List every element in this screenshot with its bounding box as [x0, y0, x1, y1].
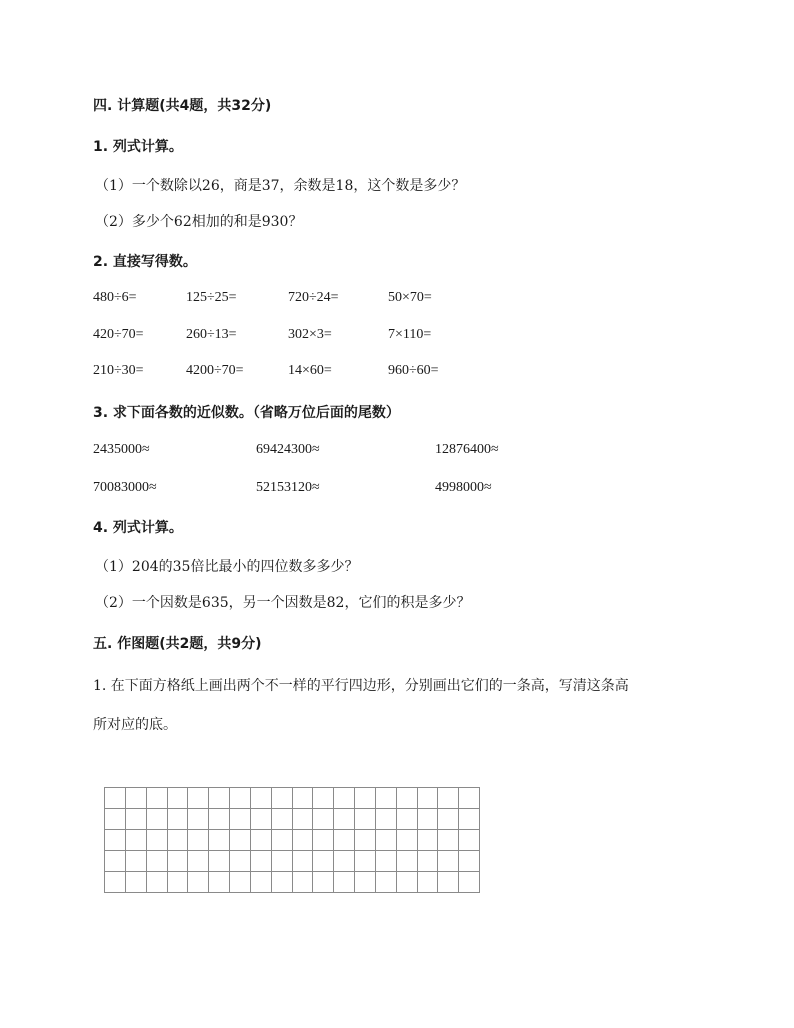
- grid-cell: [105, 872, 126, 893]
- grid-cell: [418, 830, 439, 851]
- grid-cell: [334, 830, 355, 851]
- q1-item-2: （2）多少个62相加的和是930？: [95, 214, 303, 230]
- grid-cell: [168, 788, 189, 809]
- grid-cell: [397, 872, 418, 893]
- grid-cell: [313, 788, 334, 809]
- grid-cell: [438, 830, 459, 851]
- grid-cell: [397, 851, 418, 872]
- grid-cell: [438, 788, 459, 809]
- grid-cell: [376, 872, 397, 893]
- grid-cell: [293, 809, 314, 830]
- grid-cell: [293, 872, 314, 893]
- approx-r1-c3: 12876400≈: [435, 442, 499, 457]
- calc-r1-c4: 50×70=: [388, 290, 432, 305]
- grid-cell: [209, 830, 230, 851]
- grid-cell: [272, 872, 293, 893]
- grid-paper: [104, 787, 480, 893]
- grid-cell: [376, 809, 397, 830]
- grid-cell: [230, 788, 251, 809]
- grid-cell: [459, 872, 480, 893]
- section-5-title: 五. 作图题(共2题，共9分): [93, 636, 262, 652]
- grid-cell: [293, 851, 314, 872]
- grid-cell: [313, 851, 334, 872]
- grid-cell: [438, 872, 459, 893]
- grid-cell: [147, 809, 168, 830]
- grid-cell: [313, 830, 334, 851]
- grid-cell: [355, 809, 376, 830]
- grid-cell: [168, 872, 189, 893]
- approx-r1-c2: 69424300≈: [256, 442, 320, 457]
- grid-cell: [334, 872, 355, 893]
- grid-cell: [188, 809, 209, 830]
- q2-title: 2. 直接写得数。: [93, 254, 197, 270]
- grid-cell: [230, 872, 251, 893]
- grid-cell: [334, 851, 355, 872]
- calc-r3-c4: 960÷60=: [388, 363, 439, 378]
- grid-cell: [418, 851, 439, 872]
- grid-cell: [147, 788, 168, 809]
- grid-cell: [147, 872, 168, 893]
- grid-cell: [438, 851, 459, 872]
- grid-cell: [105, 788, 126, 809]
- grid-cell: [397, 788, 418, 809]
- grid-cell: [126, 872, 147, 893]
- grid-cell: [147, 851, 168, 872]
- grid-cell: [251, 872, 272, 893]
- grid-cell: [355, 788, 376, 809]
- drawing-q1-line2: 所对应的底。: [93, 717, 177, 733]
- grid-cell: [168, 809, 189, 830]
- grid-cell: [126, 809, 147, 830]
- approx-r2-c1: 70083000≈: [93, 480, 157, 495]
- calc-r3-c1: 210÷30=: [93, 363, 144, 378]
- grid-cell: [376, 851, 397, 872]
- grid-cell: [334, 809, 355, 830]
- calc-r2-c1: 420÷70=: [93, 327, 144, 342]
- grid-cell: [251, 830, 272, 851]
- grid-cell: [418, 788, 439, 809]
- grid-cell: [188, 851, 209, 872]
- section-4-title: 四. 计算题(共4题，共32分): [93, 98, 272, 114]
- grid-cell: [459, 830, 480, 851]
- grid-cell: [272, 851, 293, 872]
- grid-cell: [418, 809, 439, 830]
- grid-cell: [126, 830, 147, 851]
- grid-cell: [105, 851, 126, 872]
- grid-cell: [168, 851, 189, 872]
- grid-cell: [209, 851, 230, 872]
- grid-cell: [209, 872, 230, 893]
- grid-cell: [293, 788, 314, 809]
- grid-cell: [355, 830, 376, 851]
- grid-cell: [209, 788, 230, 809]
- grid-cell: [272, 809, 293, 830]
- grid-cell: [230, 851, 251, 872]
- grid-cell: [293, 830, 314, 851]
- grid-cell: [147, 830, 168, 851]
- grid-cell: [188, 830, 209, 851]
- calc-r2-c3: 302×3=: [288, 327, 332, 342]
- drawing-q1-line1: 1. 在下面方格纸上画出两个不一样的平行四边形，分别画出它们的一条高，写清这条高: [93, 678, 629, 694]
- grid-cell: [459, 851, 480, 872]
- grid-cell: [313, 809, 334, 830]
- grid-cell: [418, 872, 439, 893]
- calc-r2-c2: 260÷13=: [186, 327, 237, 342]
- grid-cell: [438, 809, 459, 830]
- calc-r1-c3: 720÷24=: [288, 290, 339, 305]
- grid-cell: [397, 809, 418, 830]
- grid-cell: [355, 872, 376, 893]
- grid-cell: [355, 851, 376, 872]
- q1-title: 1. 列式计算。: [93, 139, 183, 155]
- grid-cell: [459, 809, 480, 830]
- grid-cell: [313, 872, 334, 893]
- grid-cell: [105, 809, 126, 830]
- q4-item-1: （1）204的35倍比最小的四位数多多少？: [95, 559, 359, 575]
- grid-cell: [272, 830, 293, 851]
- grid-cell: [397, 830, 418, 851]
- approx-r2-c3: 4998000≈: [435, 480, 492, 495]
- grid-cell: [126, 788, 147, 809]
- approx-r2-c2: 52153120≈: [256, 480, 320, 495]
- q4-item-2: （2）一个因数是635，另一个因数是82，它们的积是多少？: [95, 595, 471, 611]
- calc-r3-c2: 4200÷70=: [186, 363, 244, 378]
- grid-cell: [334, 788, 355, 809]
- grid-cell: [251, 809, 272, 830]
- grid-cell: [105, 830, 126, 851]
- grid-cell: [230, 830, 251, 851]
- grid-cell: [126, 851, 147, 872]
- q4-title: 4. 列式计算。: [93, 520, 183, 536]
- grid-cell: [188, 788, 209, 809]
- grid-cell: [209, 809, 230, 830]
- grid-cell: [376, 830, 397, 851]
- grid-cell: [251, 788, 272, 809]
- grid-cell: [230, 809, 251, 830]
- grid-cell: [168, 830, 189, 851]
- calc-r1-c2: 125÷25=: [186, 290, 237, 305]
- calc-r2-c4: 7×110=: [388, 327, 432, 342]
- calc-r1-c1: 480÷6=: [93, 290, 137, 305]
- grid-cell: [188, 872, 209, 893]
- grid-cell: [272, 788, 293, 809]
- approx-r1-c1: 2435000≈: [93, 442, 150, 457]
- q1-item-1: （1）一个数除以26，商是37，余数是18，这个数是多少？: [95, 178, 466, 194]
- grid-cell: [376, 788, 397, 809]
- q3-title: 3. 求下面各数的近似数。（省略万位后面的尾数）: [93, 405, 400, 421]
- grid-cell: [459, 788, 480, 809]
- calc-r3-c3: 14×60=: [288, 363, 332, 378]
- grid-cell: [251, 851, 272, 872]
